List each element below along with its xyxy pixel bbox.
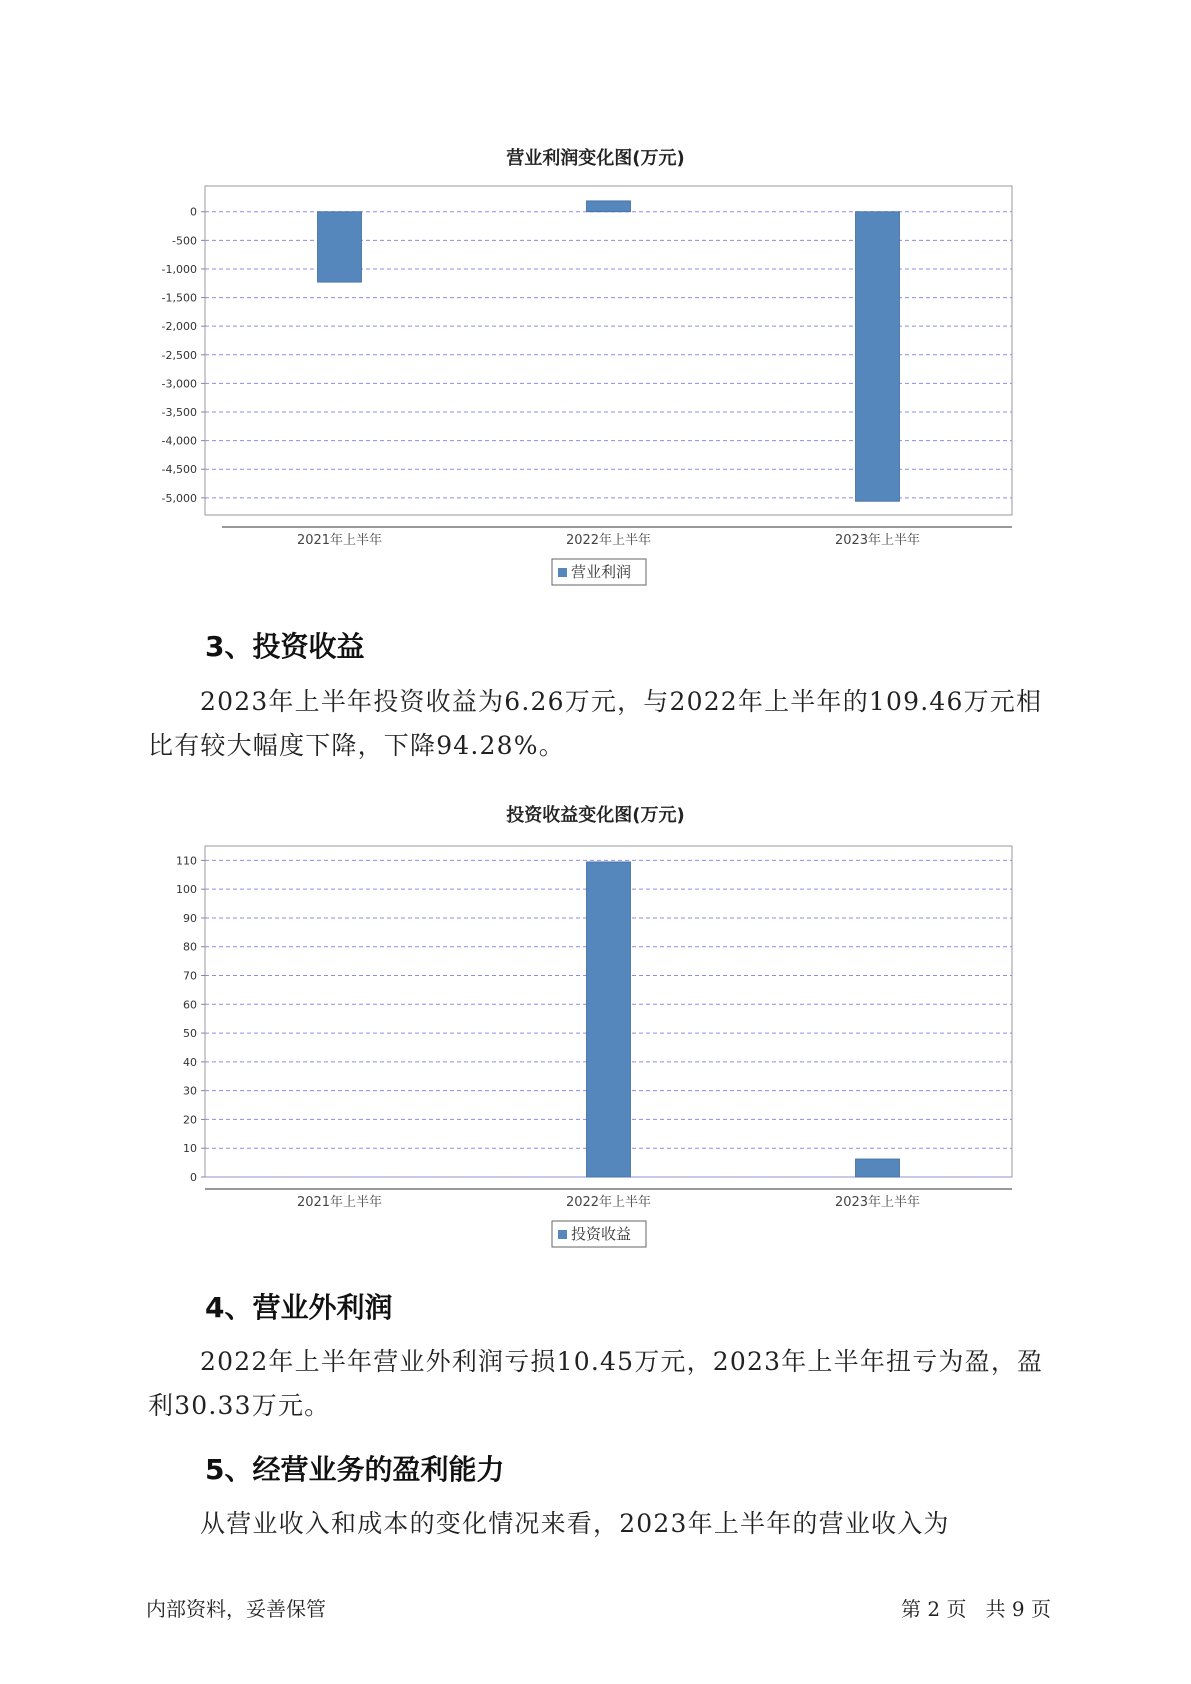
section-4-paragraph — [148, 1340, 1053, 1428]
bar-2023年上半年 — [856, 1159, 900, 1177]
y-tick-label: 60 — [183, 998, 197, 1012]
y-tick-label: 20 — [183, 1113, 197, 1127]
legend-swatch — [558, 1230, 567, 1239]
chart1-title: 营业利润变化图(万元) — [506, 148, 685, 169]
legend-label: 投资收益 — [571, 1225, 632, 1243]
x-tick-label: 2023年上半年 — [834, 533, 921, 548]
bar-2022年上半年 — [587, 862, 631, 1177]
y-tick-label: 10 — [183, 1142, 197, 1156]
y-tick-label: 70 — [183, 969, 197, 983]
y-tick-label: 100 — [176, 883, 197, 897]
y-tick-label: -4,500 — [161, 463, 197, 477]
y-tick-label: 0 — [190, 205, 197, 219]
section-5-heading: 5、经营业务的盈利能力 — [205, 1453, 505, 1486]
section-4-heading: 4、营业外利润 — [205, 1291, 393, 1324]
y-tick-label: -500 — [172, 234, 197, 248]
y-tick-label: 0 — [190, 1171, 197, 1184]
y-tick-label: 90 — [183, 911, 197, 925]
y-tick-label: 110 — [176, 854, 197, 868]
y-tick-label: -5,000 — [161, 491, 197, 505]
x-tick-label: 2021年上半年 — [296, 1195, 383, 1210]
footer-page-number: 第 2 页 共 9 页 — [901, 1597, 1051, 1621]
section-3-line-2: 比有较大幅度下降，下降94.28%。 — [148, 731, 565, 760]
y-tick-label: -2,000 — [161, 320, 197, 334]
x-tick-label: 2022年上半年 — [565, 533, 652, 548]
section-3-line-1: 2023年上半年投资收益为6.26万元，与2022年上半年的109.46万元相 — [200, 687, 1043, 716]
y-tick-label: -3,500 — [161, 406, 197, 420]
footer-left: 内部资料，妥善保管 — [146, 1597, 326, 1621]
section-5-line-1: 从营业收入和成本的变化情况来看，2023年上半年的营业收入为 — [200, 1509, 950, 1538]
section-4-line-2: 利30.33万元。 — [148, 1391, 331, 1420]
y-tick-label: -1,500 — [161, 291, 197, 305]
y-tick-label: -1,000 — [161, 262, 197, 276]
section-3-heading: 3、投资收益 — [205, 630, 365, 663]
section-4-line-1: 2022年上半年营业外利润亏损10.45万元，2023年上半年扭亏为盈，盈 — [200, 1347, 1044, 1376]
y-tick-label: 40 — [183, 1055, 197, 1069]
section-5-paragraph — [148, 1502, 1053, 1546]
y-tick-label: 30 — [183, 1084, 197, 1098]
chart2-title: 投资收益变化图(万元) — [506, 805, 685, 826]
y-tick-label: -3,000 — [161, 377, 197, 391]
y-tick-label: 80 — [183, 940, 197, 954]
x-tick-label: 2023年上半年 — [834, 1195, 921, 1210]
x-tick-label: 2021年上半年 — [296, 533, 383, 548]
y-tick-label: 50 — [183, 1027, 197, 1041]
x-tick-label: 2022年上半年 — [565, 1195, 652, 1210]
y-tick-label: -2,500 — [161, 348, 197, 362]
y-tick-label: -4,000 — [161, 434, 197, 448]
legend-label: 营业利润 — [571, 563, 632, 581]
